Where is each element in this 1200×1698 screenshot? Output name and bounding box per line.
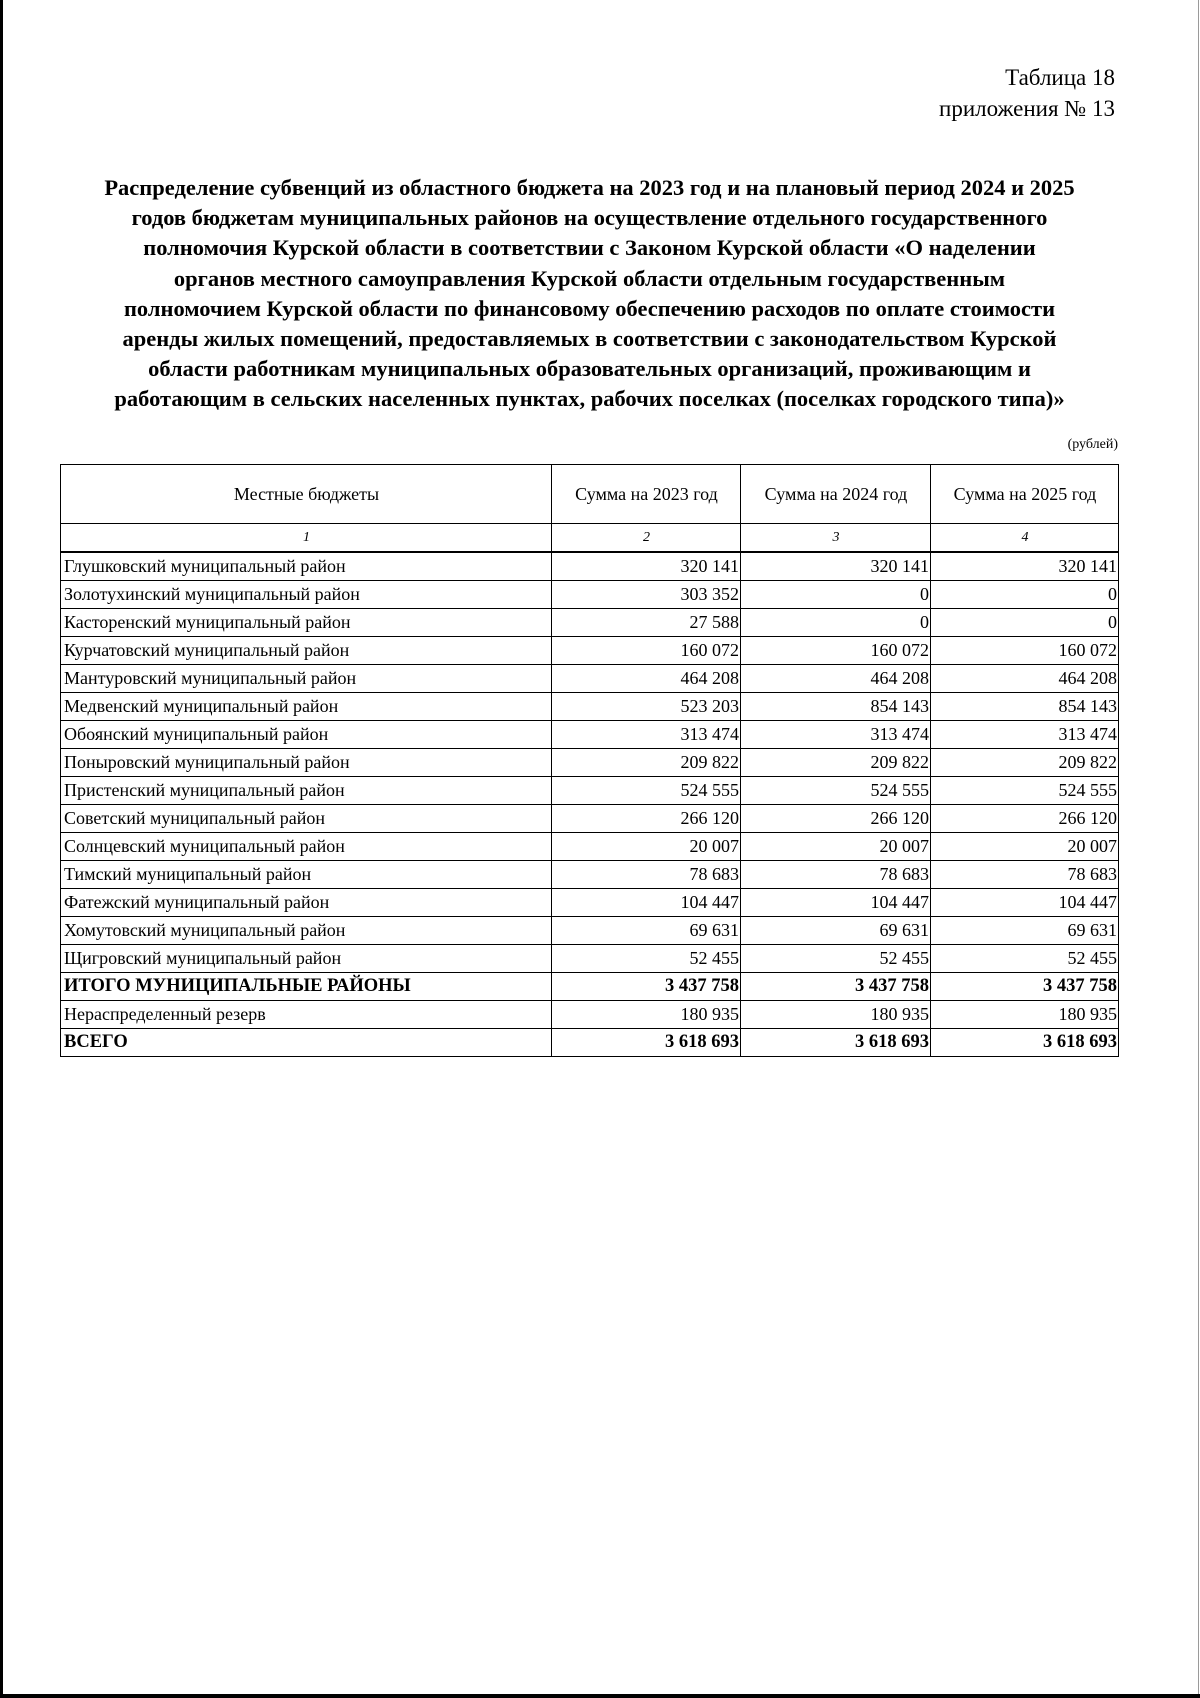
- title-line: полномочием Курской области по финансовому обеспечению расходов по оплате стоимости: [123, 295, 1056, 321]
- table-header-row: [61, 465, 1119, 524]
- title-line: области работникам муниципальных образовательных организаций, проживающим и: [148, 356, 1031, 382]
- sum-2023: 266 120: [552, 805, 741, 833]
- table-row: [61, 552, 1119, 581]
- district-name: Солнцевский муниципальный район: [61, 833, 552, 861]
- units-label: (рублей): [1067, 437, 1118, 452]
- column-number: 4: [931, 524, 1119, 553]
- sum-2025: 320 141: [931, 552, 1119, 581]
- sum-2023: 52 455: [552, 945, 741, 973]
- district-name: Мантуровский муниципальный район: [61, 665, 552, 693]
- scan-right-edge: [1198, 0, 1199, 1698]
- sum-2023: 160 072: [552, 637, 741, 665]
- appendix-label: приложения № 13: [939, 96, 1115, 121]
- title-line: аренды жилых помещений, предоставляемых в соответствии с законодательством Курской: [122, 326, 1057, 352]
- title-line: полномочия Курской области в соответствии с Законом Курской области «О наделении: [143, 235, 1036, 261]
- reserve-2025: 180 935: [931, 1001, 1119, 1029]
- table-row: [61, 749, 1119, 777]
- column-number: 1: [61, 524, 552, 553]
- sum-2024: 20 007: [741, 833, 931, 861]
- table-row: [61, 693, 1119, 721]
- sum-2023: 303 352: [552, 581, 741, 609]
- sum-2023: 69 631: [552, 917, 741, 945]
- subtotal-2025: 3 437 758: [931, 973, 1119, 1001]
- sum-2024: 160 072: [741, 637, 931, 665]
- sum-2023: 524 555: [552, 777, 741, 805]
- sum-2025: 104 447: [931, 889, 1119, 917]
- sum-2023: 523 203: [552, 693, 741, 721]
- total-2024: 3 618 693: [741, 1029, 931, 1057]
- scan-bottom-edge: [0, 1694, 1200, 1698]
- total-label: ВСЕГО: [61, 1029, 552, 1057]
- sum-2025: 160 072: [931, 637, 1119, 665]
- title-line: работающим в сельских населенных пунктах, рабочих поселках (поселках городского типа)»: [114, 386, 1065, 412]
- table-row: [61, 945, 1119, 973]
- sum-2025: 0: [931, 581, 1119, 609]
- sum-2023: 20 007: [552, 833, 741, 861]
- total-2023: 3 618 693: [552, 1029, 741, 1057]
- district-name: Пристенский муниципальный район: [61, 777, 552, 805]
- sum-2024: 78 683: [741, 861, 931, 889]
- subtotal-2024: 3 437 758: [741, 973, 931, 1001]
- title-line: Распределение субвенций из областного бюджета на 2023 год и на плановый период 2024 и 2025: [104, 175, 1075, 200]
- sum-2024: 0: [741, 609, 931, 637]
- sum-2024: 266 120: [741, 805, 931, 833]
- table-row: [61, 917, 1119, 945]
- district-name: Обоянский муниципальный район: [61, 721, 552, 749]
- header-sum-2024: Сумма на 2024 год: [741, 465, 931, 524]
- sum-2023: 209 822: [552, 749, 741, 777]
- sum-2024: 313 474: [741, 721, 931, 749]
- appendix-reference: [939, 62, 1115, 124]
- title-line: органов местного самоуправления Курской области отдельным государственным: [173, 265, 1006, 291]
- sum-2023: 78 683: [552, 861, 741, 889]
- subtotal-2023: 3 437 758: [552, 973, 741, 1001]
- sum-2023: 464 208: [552, 665, 741, 693]
- header-local-budgets: Местные бюджеты: [61, 465, 552, 524]
- sum-2025: 313 474: [931, 721, 1119, 749]
- column-number-row: [61, 524, 1119, 553]
- total-row: [61, 1029, 1119, 1057]
- sum-2024: 0: [741, 581, 931, 609]
- header-sum-2025: Сумма на 2025 год: [931, 465, 1119, 524]
- document-title: [62, 173, 1117, 415]
- sum-2025: 266 120: [931, 805, 1119, 833]
- district-name: Фатежский муниципальный район: [61, 889, 552, 917]
- sum-2025: 854 143: [931, 693, 1119, 721]
- sum-2024: 104 447: [741, 889, 931, 917]
- district-name: Тимский муниципальный район: [61, 861, 552, 889]
- sum-2024: 464 208: [741, 665, 931, 693]
- reserve-2023: 180 935: [552, 1001, 741, 1029]
- table-row: [61, 889, 1119, 917]
- table-row: [61, 637, 1119, 665]
- reserve-label: Нераспределенный резерв: [61, 1001, 552, 1029]
- sum-2023: 320 141: [552, 552, 741, 581]
- table-row: [61, 777, 1119, 805]
- district-name: Касторенский муниципальный район: [61, 609, 552, 637]
- table-row: [61, 581, 1119, 609]
- subtotal-row: [61, 973, 1119, 1001]
- table-row: [61, 665, 1119, 693]
- sum-2024: 524 555: [741, 777, 931, 805]
- sum-2025: 209 822: [931, 749, 1119, 777]
- district-name: Щигровский муниципальный район: [61, 945, 552, 973]
- sum-2025: 524 555: [931, 777, 1119, 805]
- sum-2025: 52 455: [931, 945, 1119, 973]
- column-number: 3: [741, 524, 931, 553]
- table-row: [61, 721, 1119, 749]
- sum-2024: 69 631: [741, 917, 931, 945]
- sum-2025: 20 007: [931, 833, 1119, 861]
- sum-2023: 104 447: [552, 889, 741, 917]
- sum-2025: 69 631: [931, 917, 1119, 945]
- sum-2024: 320 141: [741, 552, 931, 581]
- reserve-2024: 180 935: [741, 1001, 931, 1029]
- district-name: Поныровский муниципальный район: [61, 749, 552, 777]
- district-name: Советский муниципальный район: [61, 805, 552, 833]
- sum-2025: 78 683: [931, 861, 1119, 889]
- district-name: Золотухинский муниципальный район: [61, 581, 552, 609]
- district-name: Хомутовский муниципальный район: [61, 917, 552, 945]
- subtotal-label: ИТОГО МУНИЦИПАЛЬНЫЕ РАЙОНЫ: [61, 973, 552, 1001]
- sum-2024: 854 143: [741, 693, 931, 721]
- table-row: [61, 609, 1119, 637]
- district-name: Медвенский муниципальный район: [61, 693, 552, 721]
- reserve-row: [61, 1001, 1119, 1029]
- district-name: Глушковский муниципальный район: [61, 552, 552, 581]
- subvention-distribution-table: [60, 464, 1119, 1057]
- header-sum-2023: Сумма на 2023 год: [552, 465, 741, 524]
- sum-2024: 52 455: [741, 945, 931, 973]
- sum-2023: 27 588: [552, 609, 741, 637]
- district-name: Курчатовский муниципальный район: [61, 637, 552, 665]
- sum-2023: 313 474: [552, 721, 741, 749]
- table-row: [61, 861, 1119, 889]
- sum-2025: 464 208: [931, 665, 1119, 693]
- sum-2025: 0: [931, 609, 1119, 637]
- scan-left-edge: [0, 0, 3, 1698]
- column-number: 2: [552, 524, 741, 553]
- table-row: [61, 833, 1119, 861]
- sum-2024: 209 822: [741, 749, 931, 777]
- title-line: годов бюджетам муниципальных районов на осуществление отдельного государственного: [131, 205, 1048, 231]
- table-label: Таблица 18: [1005, 65, 1115, 90]
- total-2025: 3 618 693: [931, 1029, 1119, 1057]
- table-row: [61, 805, 1119, 833]
